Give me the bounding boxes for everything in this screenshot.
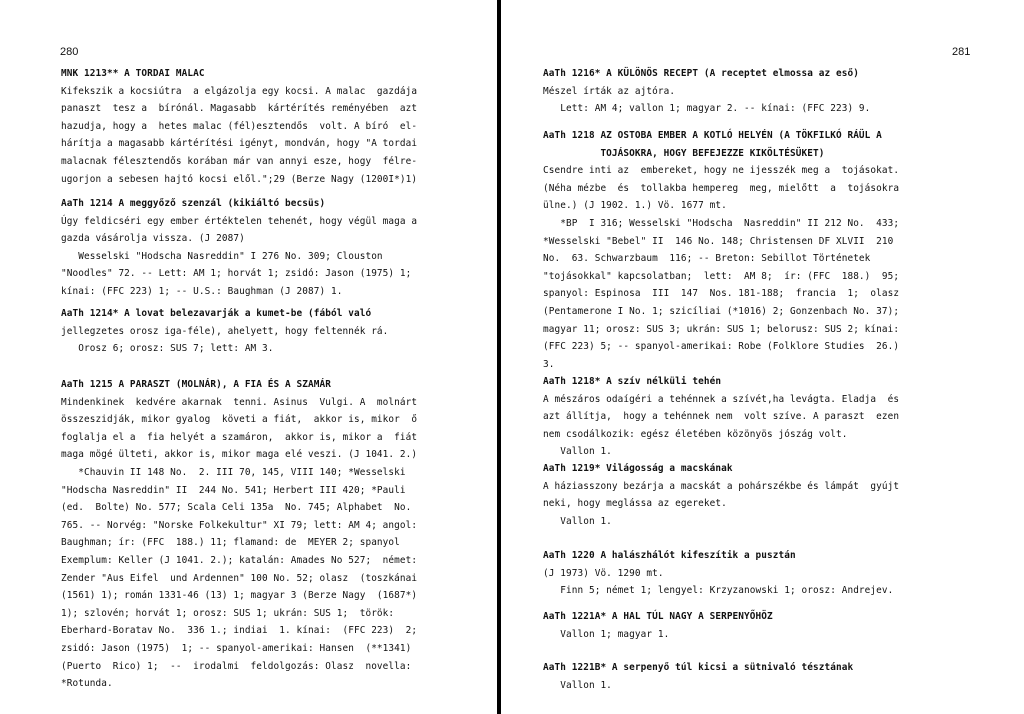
entry-heading: AaTh 1214* A lovat belezavarják a kumet-be (fából való (61, 308, 372, 319)
entry-text-line: gazda vásárolja vissza. (J 2087) (61, 233, 245, 245)
entry-aath-1215 (61, 376, 417, 693)
entry-text-line: neki, hogy meglássa az egereket. (543, 498, 727, 510)
entry-mnk-1213 (61, 65, 417, 188)
entry-text-line: "Noodles" 72. -- Lett: AM 1; horvát 1; zsidó: Jason (1975) 1; (61, 268, 412, 280)
entry-text-line: Baughman; ír: (FFC 188.) 11; flamand: de MEYER 2; spanyol (61, 537, 400, 549)
entry-aath-1219x (543, 460, 899, 530)
entry-aath-1220 (543, 547, 893, 600)
entry-text-line: Zender "Aus Eifel und Ardennen" 100 No. 52; olasz (toszkánai (61, 572, 418, 584)
entry-aath-1216x (543, 65, 870, 118)
entry-heading: AaTh 1214 A meggyőző szenzál (kikiáltó becsüs) (61, 198, 326, 209)
entry-heading: MNK 1213** A TORDAI MALAC (61, 68, 205, 79)
entry-text-line: No. 63. Schwarzbaum 116; -- Breton: Sebillot Történetek (543, 253, 871, 265)
entry-text-line: foglalja el a fia helyét a szamáron, akkor is, mikor a fiát (61, 431, 418, 443)
entry-aath-1214 (61, 195, 417, 301)
entry-text-line: Kifekszik a kocsiútra a elgázolja egy kocsi. A malac gazdája (61, 85, 418, 97)
entry-text-line: Mészel írták az ajtóra. (543, 85, 676, 97)
entry-heading: AaTh 1220 A halászhálót kifeszítik a pusztán (543, 550, 796, 561)
entry-text-line: Eberhard-Boratav No. 336 1.; indiai 1. kínai: (FFC 223) 2; (61, 625, 418, 637)
entry-aath-1221bx (543, 659, 853, 694)
entry-text-line: 765. -- Norvég: "Norske Folkekultur" XI 79; lett: AM 4; angol: (61, 519, 418, 531)
entry-text-line: A mészáros odaígéri a tehénnek a szívét,ha levágta. Eladja és (543, 393, 900, 405)
entry-heading: AaTh 1216* A KÜLÖNÖS RECEPT (A receptet elmossa az eső) (543, 68, 859, 79)
entry-text-line: malacnak félesztendős korában már van annyi esze, hogy félre- (61, 155, 418, 167)
entry-text-line: *Chauvin II 148 No. 2. III 70, 145, VIII 140; *Wesselski (61, 466, 406, 478)
entry-text-line: jellegzetes orosz iga-féle), ahelyett, hogy feltennék rá. (61, 325, 389, 337)
entry-text-line: *BP I 316; Wesselski "Hodscha Nasreddin" II 212 No. 433; (543, 217, 900, 229)
entry-text-line: zsidó: Jason (1975) 1; -- spanyol-amerikai: Hansen (**1341) (61, 642, 412, 654)
right-page (501, 0, 1024, 714)
entry-heading: AaTh 1218 AZ OSTOBA EMBER A KOTLÓ HELYÉN (A TÖKFILKÓ RÁÜL A (543, 130, 882, 141)
entry-text-line: hazudja, hogy a hetes malac (fél)esztendős volt. A bíró el- (61, 120, 418, 132)
entry-text-line: Vallon 1. (543, 446, 612, 458)
entry-heading: AaTh 1221B* A serpenyő túl kicsi a sütnivaló tésztának (543, 662, 854, 673)
entry-text-line: Csendre inti az embereket, hogy ne ijesszék meg a tojásokat. (543, 165, 900, 177)
entry-text-line: ugorjon a sebesen hajtó kocsi elől.";29 (Berze Nagy (1200I*)1) (61, 173, 418, 185)
entry-aath-1214x (61, 305, 388, 358)
entry-aath-1221ax (543, 608, 773, 643)
entry-text-line: Finn 5; német 1; lengyel: Krzyzanowski 1; orosz: Andrejev. (543, 585, 894, 597)
entry-aath-1218 (543, 127, 899, 373)
entry-heading: TOJÁSOKRA, HOGY BEFEJEZZE KIKÖLTÉSÜKET) (543, 147, 825, 159)
entry-heading: AaTh 1215 A PARASZT (MOLNÁR), A FIA ÉS A SZAMÁR (61, 379, 331, 390)
page-number-right: 281 (952, 46, 971, 58)
entry-text-line: (Puerto Rico) 1; -- irodalmi feldolgozás: Olasz novella: (61, 660, 412, 672)
entry-text-line: kínai: (FFC 223) 1; -- U.S.: Baughman (J 2087) 1. (61, 285, 343, 297)
entry-text-line: 1); szlovén; horvát 1; orosz: SUS 1; ukrán: SUS 1; török: (61, 607, 395, 619)
entry-text-line: Lett: AM 4; vallon 1; magyar 2. -- kínai: (FFC 223) 9. (543, 103, 871, 115)
entry-heading: AaTh 1219* Világosság a macskának (543, 463, 733, 474)
entry-text-line: (ed. Bolte) No. 577; Scala Celi 135a No. 745; Alphabet No. (61, 502, 412, 514)
right-column (543, 0, 993, 691)
left-page (0, 0, 497, 714)
entry-text-line: *Wesselski "Bebel" II 146 No. 148; Christensen DF XLVII 210 (543, 235, 894, 247)
entry-text-line: A háziasszony bezárja a macskát a pohárszékbe és lámpát gyújt (543, 480, 900, 492)
entry-text-line: Vallon 1. (543, 515, 612, 527)
entry-text-line: (J 1973) Vö. 1290 mt. (543, 567, 664, 579)
entry-text-line: *Rotunda. (61, 678, 113, 690)
entry-text-line: nem csodálkozik: egész életében közönyös jószág volt. (543, 428, 848, 440)
entry-text-line: Vallon 1. (543, 679, 612, 691)
entry-aath-1218x (543, 373, 899, 461)
entry-text-line: (1561) 1); román 1331-46 (13) 1; magyar 3 (Berze Nagy (1687*) (61, 590, 418, 602)
entry-text-line: Orosz 6; orosz: SUS 7; lett: AM 3. (61, 343, 274, 355)
entry-text-line: (Pentamerone I No. 1; szicíliai (*1016) 2; Gonzenbach No. 37); (543, 305, 900, 317)
entry-text-line: Wesselski "Hodscha Nasreddin" I 276 No. 309; Clouston (61, 250, 383, 262)
entry-text-line: panaszt tesz a bírónál. Magasabb kártérítés reményében azt (61, 103, 418, 115)
entry-text-line: "tojásokkal" kapcsolatban; lett: AM 8; ír: (FFC 188.) 95; (543, 270, 900, 282)
entry-text-line: Mindenkinek kedvére akarnak tenni. Asinus Vulgi. A molnárt (61, 396, 418, 408)
entry-text-line: összeszidják, mikor gyalog követi a fiát, akkor is, mikor ő (61, 414, 418, 426)
entry-heading: AaTh 1218* A szív nélküli tehén (543, 376, 722, 387)
entry-text-line: spanyol: Espinosa III 147 Nos. 181-188; francia 1; olasz (543, 288, 900, 300)
entry-text-line: magyar 11; orosz: SUS 3; ukrán: SUS 1; belorusz: SUS 2; kínai: (543, 323, 900, 335)
entry-text-line: hárítja a magasabb kártérítési igényt, mondván, hogy "A tordai (61, 138, 418, 150)
page-number-left: 280 (60, 46, 79, 58)
entry-text-line: (Néha mézbe és tollakba hempereg meg, mielőtt a tojásokra (543, 182, 900, 194)
entry-text-line: 3. (543, 358, 555, 370)
entry-text-line: (FFC 223) 5; -- spanyol-amerikai: Robe (Folklore Studies 26.) (543, 341, 900, 353)
entry-text-line: Úgy feldicséri egy ember értéktelen tehenét, hogy végül maga a (61, 215, 418, 227)
entry-text-line: Exemplum: Keller (J 1041. 2.); katalán: Amades No 527; német: (61, 554, 418, 566)
left-column (61, 0, 471, 690)
entry-text-line: "Hodscha Nasreddin" II 244 No. 541; Herbert III 420; *Pauli (61, 484, 406, 496)
entry-text-line: maga mögé ülteti, akkor is, mikor maga elé veszi. (J 1041. 2.) (61, 449, 418, 461)
entry-text-line: ülne.) (J 1902. 1.) Vö. 1677 mt. (543, 200, 727, 212)
entry-text-line: Vallon 1; magyar 1. (543, 628, 670, 640)
entry-heading: AaTh 1221A* A HAL TÚL NAGY A SERPENYŐHÖZ (543, 611, 773, 622)
entry-text-line: azt állítja, hogy a tehénnek nem volt szíve. A paraszt ezen (543, 411, 900, 423)
